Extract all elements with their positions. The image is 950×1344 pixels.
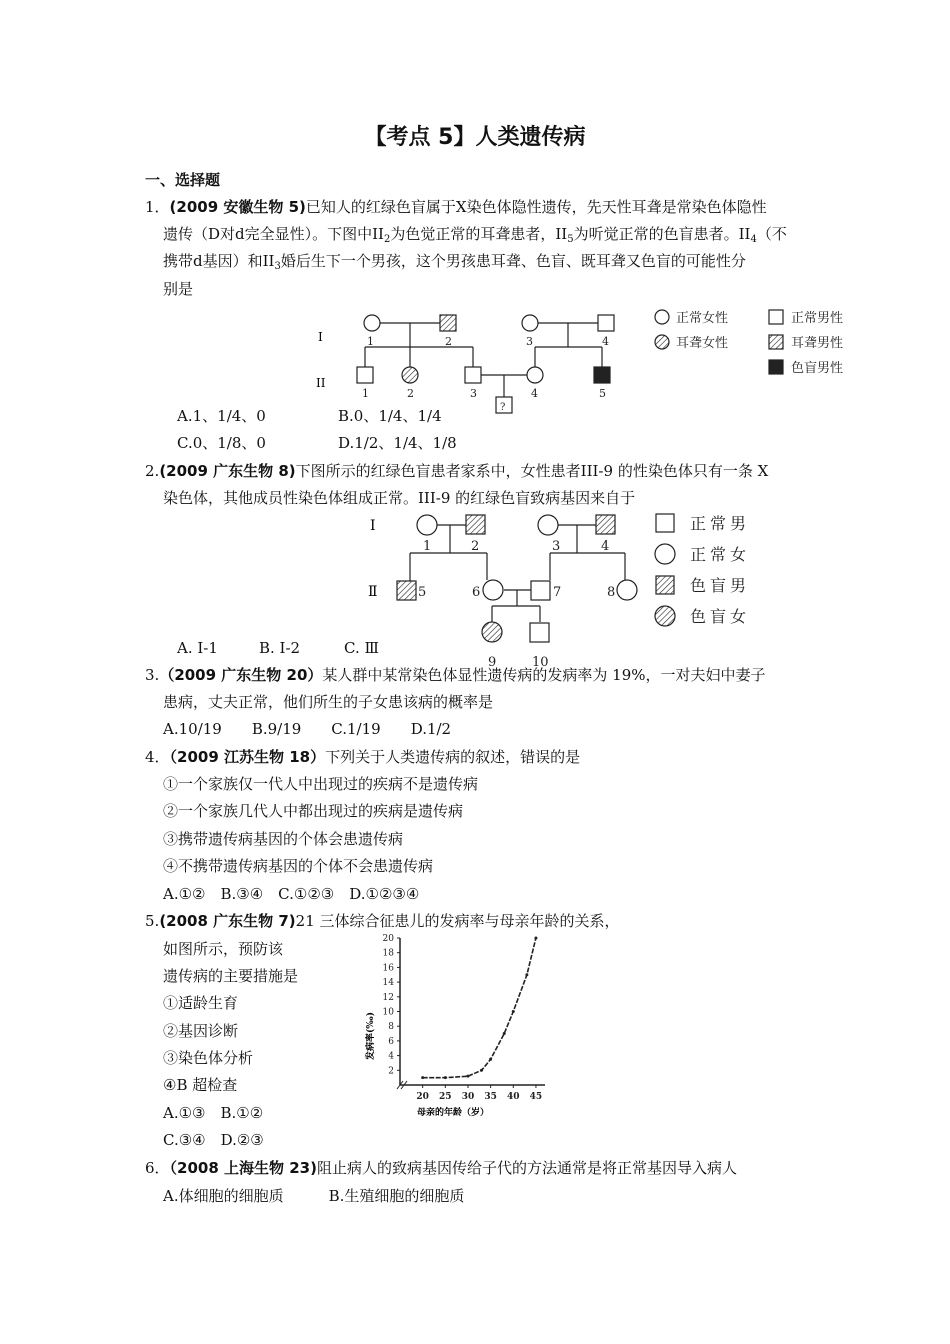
svg-text:1: 1: [362, 387, 369, 400]
q6-line-1: 6．（2008 上海生物 23)阻止病人的致病基因传给子代的方法通常是将正常基因导入病人: [145, 1159, 737, 1177]
q2-legend-normal-male-icon: [656, 514, 674, 532]
q1-I2-deaf-male: [440, 315, 456, 331]
q2-I3-normal-female: [538, 515, 558, 535]
q5-text-line: ③染色体分析: [163, 1049, 254, 1067]
q1-legend-normal-male-icon: [769, 310, 783, 324]
chart-x-tick-label: 30: [461, 1092, 475, 1102]
chart-y-tick-label: 8: [388, 1022, 394, 1033]
chart-y-tick-label: 18: [382, 948, 394, 959]
chart-y-tick-label: 10: [382, 1007, 394, 1018]
q5-text-line: 遗传病的主要措施是: [163, 967, 299, 985]
chart-y-tick-label: 4: [388, 1051, 394, 1062]
chart-data-point: [466, 1075, 469, 1078]
q3-line-2: 患病，丈夫正常，他们所生的子女患该病的概率是: [163, 693, 494, 711]
q2-line-2: 染色体，其他成员性染色体组成正常。III-9 的红绿色盲致病基因来自于: [163, 489, 636, 507]
q2-II5-colorblind-male: [397, 581, 416, 600]
chart-x-tick-label: 20: [416, 1092, 429, 1102]
q5-text-line: ②基因诊断: [163, 1022, 239, 1040]
q2-gen-label-1: I: [370, 518, 376, 534]
q1-legend-normal-female-icon: [655, 310, 669, 324]
q1-legend-label: 耳聋女性: [676, 336, 729, 351]
q1-question-mark: ?: [500, 402, 506, 413]
chart-y-tick-label: 16: [382, 963, 394, 974]
svg-text:2: 2: [471, 539, 480, 554]
svg-text:1: 1: [367, 335, 374, 348]
svg-text:3: 3: [552, 539, 561, 554]
q1-legend-colorblind-male-icon: [769, 360, 783, 374]
chart-data-point: [503, 1032, 506, 1035]
q5-source: (2008 广东生物 7): [159, 912, 296, 930]
q2-I2-colorblind-male: [466, 515, 485, 534]
chart-series-line: [423, 938, 536, 1078]
q1-source: (2009 安徽生物 5): [169, 198, 306, 216]
q2-II7-normal-male: [531, 581, 550, 600]
q2-legend-colorblind-male-icon: [656, 576, 674, 594]
q5-line-1: 5.(2008 广东生物 7)21 三体综合征患儿的发病率与母亲年龄的关系，: [145, 912, 620, 930]
q1-legend-label: 正常男性: [791, 311, 844, 326]
q2-II8-normal-female: [617, 580, 637, 600]
q1-option-b: B.0、1/4、1/4: [338, 407, 442, 425]
q2-legend-label: 色盲女: [690, 607, 751, 626]
q1-gen-label-1: I: [318, 330, 323, 344]
q4-item: ④不携带遗传病基因的个体不会患遗传病: [163, 857, 434, 875]
chart-y-tick-label: 12: [382, 992, 394, 1003]
chart-data-point: [534, 937, 537, 940]
chart-y-tick-label: 20: [382, 934, 394, 944]
svg-text:9: 9: [488, 655, 497, 670]
q2-III9-colorblind-female: [482, 622, 502, 642]
svg-text:3: 3: [470, 387, 477, 400]
chart-y-tick-label: 6: [388, 1036, 394, 1047]
q1-I3-normal-female: [522, 315, 538, 331]
q1-II5-colorblind-male: [594, 367, 610, 383]
q2-I1-normal-female: [417, 515, 437, 535]
q1-gen-label-2: II: [316, 376, 326, 390]
chart-x-tick-label: 25: [439, 1092, 452, 1102]
q2-option-b: B. Ⅰ-2: [259, 639, 301, 657]
q2-legend-label: 色盲男: [690, 576, 751, 595]
q1-line-2: 遗传（D对d完全显性）。下图中$II_2$为色觉正常的耳聋患者，$II_5$为听觉正常的色盲患者。$II_4$（不: [163, 225, 787, 245]
chart-data-point: [489, 1058, 492, 1061]
q1-II1-normal-male: [357, 367, 373, 383]
q3-line-1: 3.（2009 广东生物 20）某人群中某常染色体显性遗传病的发病率为 19%，一对夫妇中妻子: [145, 666, 766, 684]
q3-source: （2009 广东生物 20）: [159, 666, 323, 684]
svg-text:2: 2: [407, 387, 414, 400]
q2-I4-colorblind-male: [596, 515, 615, 534]
q1-legend-deaf-female-icon: [655, 335, 669, 349]
svg-text:5: 5: [599, 387, 606, 400]
q1-I4-normal-male: [598, 315, 614, 331]
chart-x-tick-label: 45: [529, 1092, 543, 1102]
q2-pedigree-figure: [360, 508, 800, 673]
svg-text:3: 3: [526, 335, 533, 348]
chart-data-point: [512, 1010, 515, 1013]
q2-option-c: C. Ⅲ: [344, 639, 379, 657]
q4-line-1: 4．（2009 江苏生物 18）下列关于人类遗传病的叙述，错误的是: [145, 748, 581, 766]
chart-x-tick-label: 35: [484, 1092, 497, 1102]
q5-options-cd: C.③④ D.②③: [163, 1131, 264, 1149]
q6-source: （2008 上海生物 23): [169, 1159, 317, 1177]
chart-data-point: [480, 1069, 483, 1072]
q2-legend-normal-female-icon: [655, 544, 675, 564]
q1-II4-normal-female: [527, 367, 543, 383]
q2-legend-label: 正常女: [690, 545, 751, 564]
q1-pedigree-figure: [310, 305, 870, 420]
svg-text:7: 7: [553, 585, 562, 600]
q1-II3-normal-male: [465, 367, 481, 383]
q1-option-a: A.1、1/4、0: [177, 407, 266, 425]
q2-gen-label-2: Ⅱ: [368, 584, 378, 600]
q6-options: A.体细胞的细胞质 B.生殖细胞的细胞质: [163, 1187, 465, 1205]
svg-text:10: 10: [532, 655, 549, 670]
page-title: 【考点 5】人类遗传病: [364, 125, 586, 150]
q5-options-ab: A.①③ B.①②: [163, 1104, 264, 1122]
svg-text:2: 2: [445, 335, 452, 348]
q5-text-line: 如图所示，预防该: [163, 940, 284, 958]
svg-text:5: 5: [418, 585, 427, 600]
q4-options: A.①② B.③④ C.①②③ D.①②③④: [163, 885, 420, 903]
q1-number: 1．: [145, 198, 170, 216]
q1-legend-label: 正常女性: [676, 311, 729, 326]
q1-legend-deaf-male-icon: [769, 335, 783, 349]
chart-data-point: [444, 1076, 447, 1079]
q5-text-line: ①适龄生育: [163, 994, 239, 1012]
chart-x-axis-label: 母亲的年龄（岁）: [417, 1108, 490, 1118]
q4-item: ②一个家族几代人中都出现过的疾病是遗传病: [163, 802, 464, 820]
q1-legend-label: 色盲男性: [791, 361, 844, 376]
q4-item: ③携带遗传病基因的个体会患遗传病: [163, 830, 404, 848]
q2-legend-label: 正常男: [690, 514, 751, 533]
q1-I1-normal-female: [364, 315, 380, 331]
svg-text:1: 1: [423, 539, 432, 554]
q1-line-1: 1．(2009 安徽生物 5)已知人的红绿色盲属于X染色体隐性遗传，先天性耳聋是常染色体隐性: [145, 198, 767, 216]
q2-source: (2009 广东生物 8): [159, 462, 296, 480]
chart-data-point: [421, 1076, 424, 1079]
q5-text-line: ④B 超检查: [163, 1076, 238, 1094]
svg-text:4: 4: [602, 335, 609, 348]
q2-line-1: 2.(2009 广东生物 8)下图所示的红绿色盲患者家系中，女性患者III-9 的性染色体只有一条 X: [145, 462, 769, 480]
svg-text:6: 6: [472, 585, 481, 600]
q2-II6-normal-female: [483, 580, 503, 600]
q1-II2-deaf-female: [402, 367, 418, 383]
q1-line-3: 携带d基因）和$II_3$婚后生下一个男孩，这个男孩患耳聋、色盲、既耳聋又色盲的可能性分: [163, 252, 746, 272]
chart-y-tick-label: 14: [382, 978, 394, 989]
q2-option-a: A. Ⅰ-1: [177, 639, 218, 657]
q3-options: A.10/19 B.9/19 C.1/19 D.1/2: [163, 720, 452, 738]
chart-y-tick-label: 2: [388, 1066, 394, 1077]
q2-legend-colorblind-female-icon: [655, 606, 675, 626]
q4-source: （2009 江苏生物 18）: [169, 748, 326, 766]
q2-III10-normal-male: [530, 623, 549, 642]
svg-text:4: 4: [531, 387, 538, 400]
q5-incidence-chart: [355, 930, 555, 1120]
chart-x-tick-label: 40: [507, 1092, 520, 1102]
svg-text:8: 8: [607, 585, 616, 600]
q1-option-c: C.0、1/8、0: [177, 434, 266, 452]
svg-text:4: 4: [601, 539, 610, 554]
chart-y-axis-label: 发病率(‰): [366, 1012, 376, 1060]
q1-legend-label: 耳聋男性: [791, 336, 844, 351]
q4-item: ①一个家族仅一代人中出现过的疾病不是遗传病: [163, 775, 479, 793]
q1-option-d: D.1/2、1/4、1/8: [338, 434, 457, 452]
q1-line-4: 别是: [163, 280, 194, 298]
section-heading: 一、选择题: [145, 171, 221, 189]
chart-data-point: [525, 973, 528, 976]
